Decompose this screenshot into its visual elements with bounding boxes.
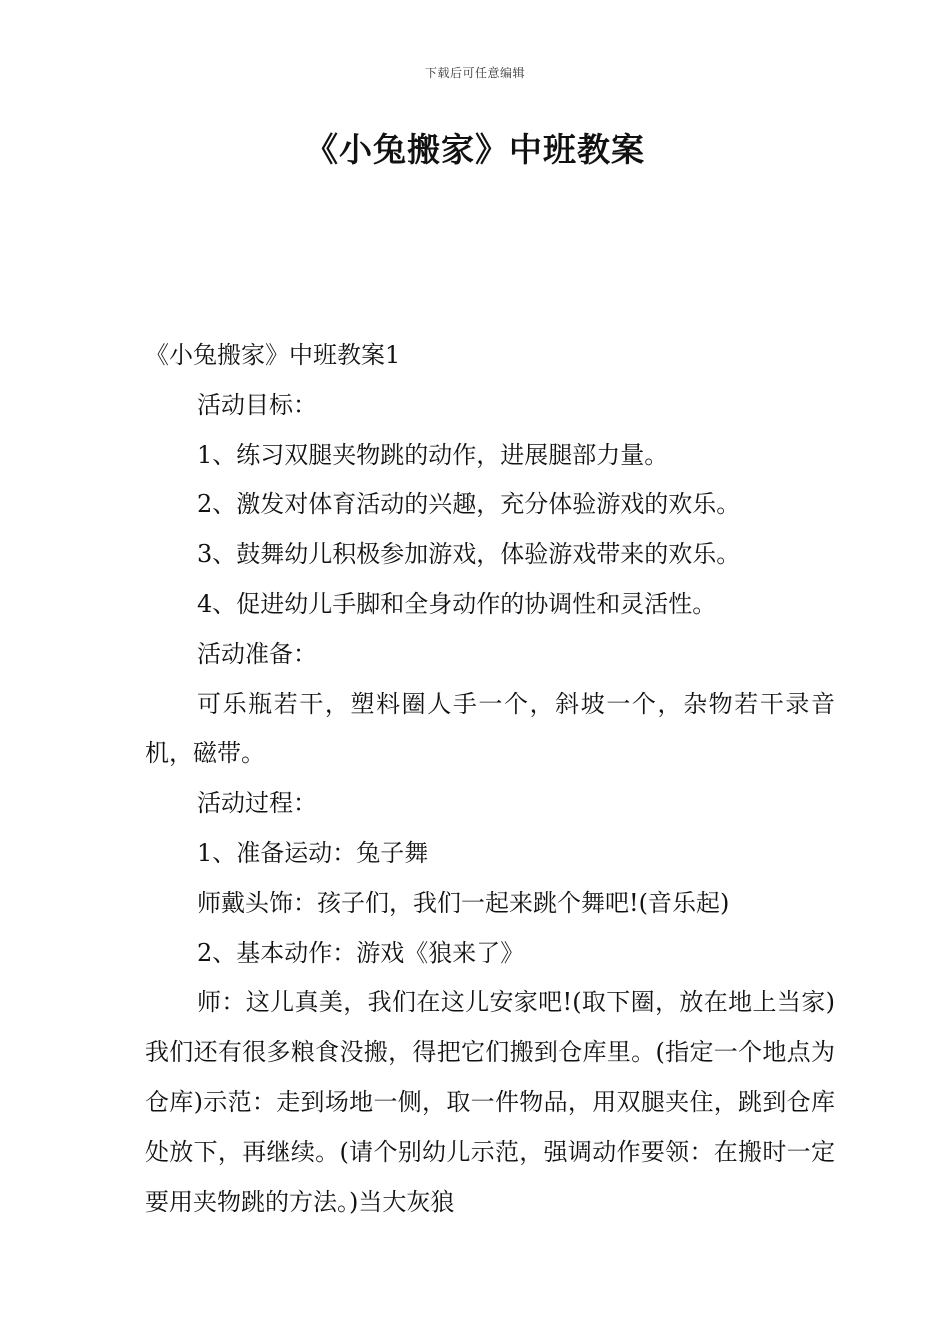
paragraph-warmup: 1、准备运动：兔子舞 [197, 838, 429, 867]
paragraph-preparation-items: 可乐瓶若干，塑料圈人手一个，斜坡一个，杂物若干录音机，磁带。 [145, 689, 835, 768]
paragraph-teacher-dance: 师戴头饰：孩子们，我们一起来跳个舞吧!(音乐起) [197, 888, 730, 917]
paragraph-basic-action: 2、基本动作：游戏《狼来了》 [197, 938, 525, 967]
document-body [145, 331, 835, 1227]
section-title: 《小兔搬家》中班教案1 [145, 341, 401, 369]
paragraph-process-heading: 活动过程： [197, 789, 317, 818]
paragraph-teacher-instructions: 师：这儿真美，我们在这儿安家吧!(取下圈，放在地上当家)我们还有很多粮食没搬，得把它们搬到仓库里。(指定一个地点为仓库)示范：走到场地一侧，取一件物品，用双腿夹住，跳到仓库处放下，再继续。(请个别幼儿示范，强调动作要领：在搬时一定要用夹物跳的方法。)当大灰狼 [145, 988, 835, 1216]
paragraph-goal-1: 1、练习双腿夹物跳的动作，进展腿部力量。 [197, 440, 669, 469]
paragraph-goal-3: 3、鼓舞幼儿积极参加游戏，体验游戏带来的欢乐。 [197, 540, 741, 569]
paragraph-preparation-heading: 活动准备： [197, 639, 317, 668]
header-note: 下载后可任意编辑 [424, 66, 525, 80]
paragraph-goal-2: 2、激发对体育活动的兴趣，充分体验游戏的欢乐。 [197, 490, 741, 519]
paragraph-goals-heading: 活动目标： [197, 390, 317, 419]
paragraph-goal-4: 4、促进幼儿手脚和全身动作的协调性和灵活性。 [197, 589, 717, 618]
document-title: 《小兔搬家》中班教案 [305, 130, 645, 169]
